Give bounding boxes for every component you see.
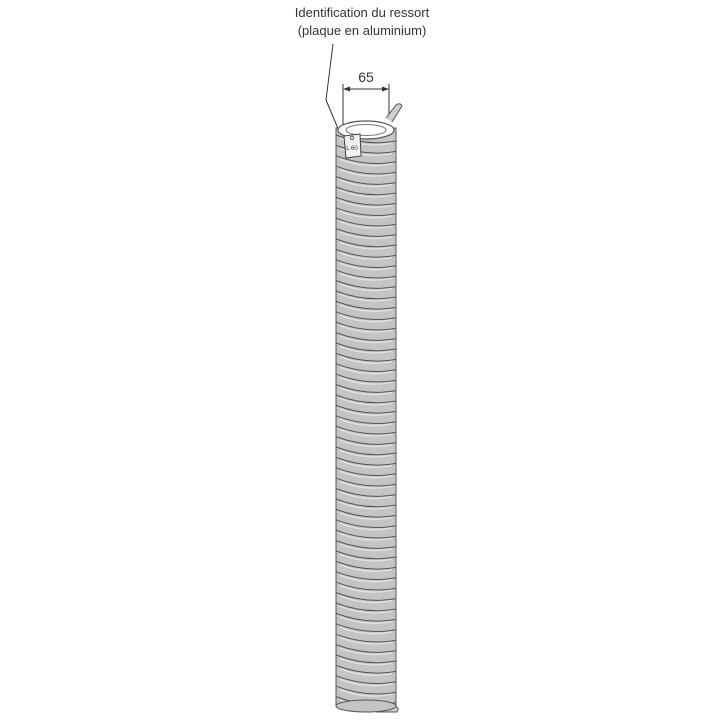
plate-marking: L 60 [346, 146, 358, 152]
spring-bottom-end [336, 700, 396, 712]
dimension-label: 65 [358, 69, 374, 85]
identification-plate [344, 134, 361, 158]
leader-line [326, 44, 342, 138]
spring-top-tang [386, 104, 402, 122]
spring-top-inner [346, 125, 386, 136]
label-line-1: Identification du ressort [294, 5, 430, 20]
label-line-2: (plaque en aluminium) [297, 23, 427, 38]
dimension-65 [343, 69, 389, 125]
spring [336, 104, 402, 712]
